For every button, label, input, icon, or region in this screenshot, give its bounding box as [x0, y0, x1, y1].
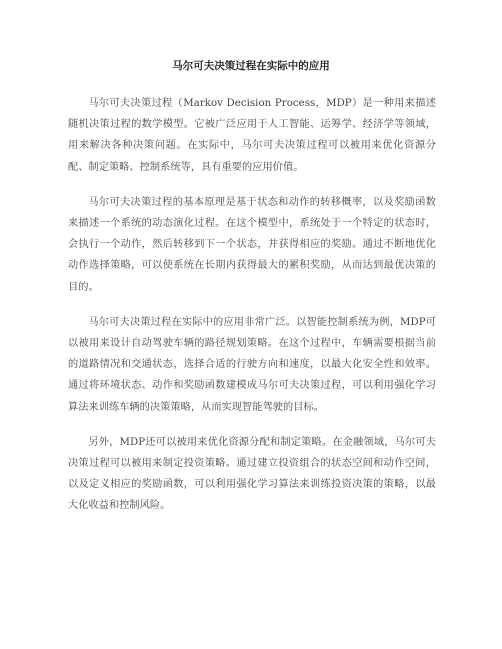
paragraph-2: 马尔可夫决策过程的基本原理是基于状态和动作的转移概率，以及奖励函数来描述一个系统的动态演化过程。在这个模型中，系统处于一个特定的状态时，会执行一个动作，然后转移到下一个状态，并获得相应的奖励。通过不断地优化动作选择策略，可以使系统在长期内获得最大的累积奖励，从而达到最优决策的目的。	[68, 196, 436, 293]
paragraph-3: 马尔可夫决策过程在实际中的应用非常广泛。以智能控制系统为例，MDP可以被用来设计自动驾驶车辆的路径规划策略。在这个过程中，车辆需要根据当前的道路情况和交通状态，选择合适的行驶方向和速度，以最大化安全性和效率。通过将环境状态、动作和奖励函数建模成马尔可夫决策过程，可以利用强化学习算法来训练车辆的决策策略，从而实现智能驾驶的目标。	[68, 316, 436, 413]
paragraph-1: 马尔可夫决策过程（Markov Decision Process，MDP）是一种用来描述随机决策过程的数学模型。它被广泛应用于人工智能、运筹学、经济学等领域，用来解决各种决策问题。在实际中，马尔可夫决策过程可以被用来优化资源分配、制定策略、控制系统等，具有重要的应用价值。	[68, 98, 436, 173]
document-body	[68, 93, 436, 531]
paragraph-4: 另外，MDP还可以被用来优化资源分配和制定策略。在金融领域，马尔可夫决策过程可以被用来制定投资策略。通过建立投资组合的状态空间和动作空间，以及定义相应的奖励函数，可以利用强化学习算法来训练投资决策的策略，以最大化收益和控制风险。	[68, 436, 436, 512]
document-title: 马尔可夫决策过程在实际中的应用	[172, 60, 330, 72]
